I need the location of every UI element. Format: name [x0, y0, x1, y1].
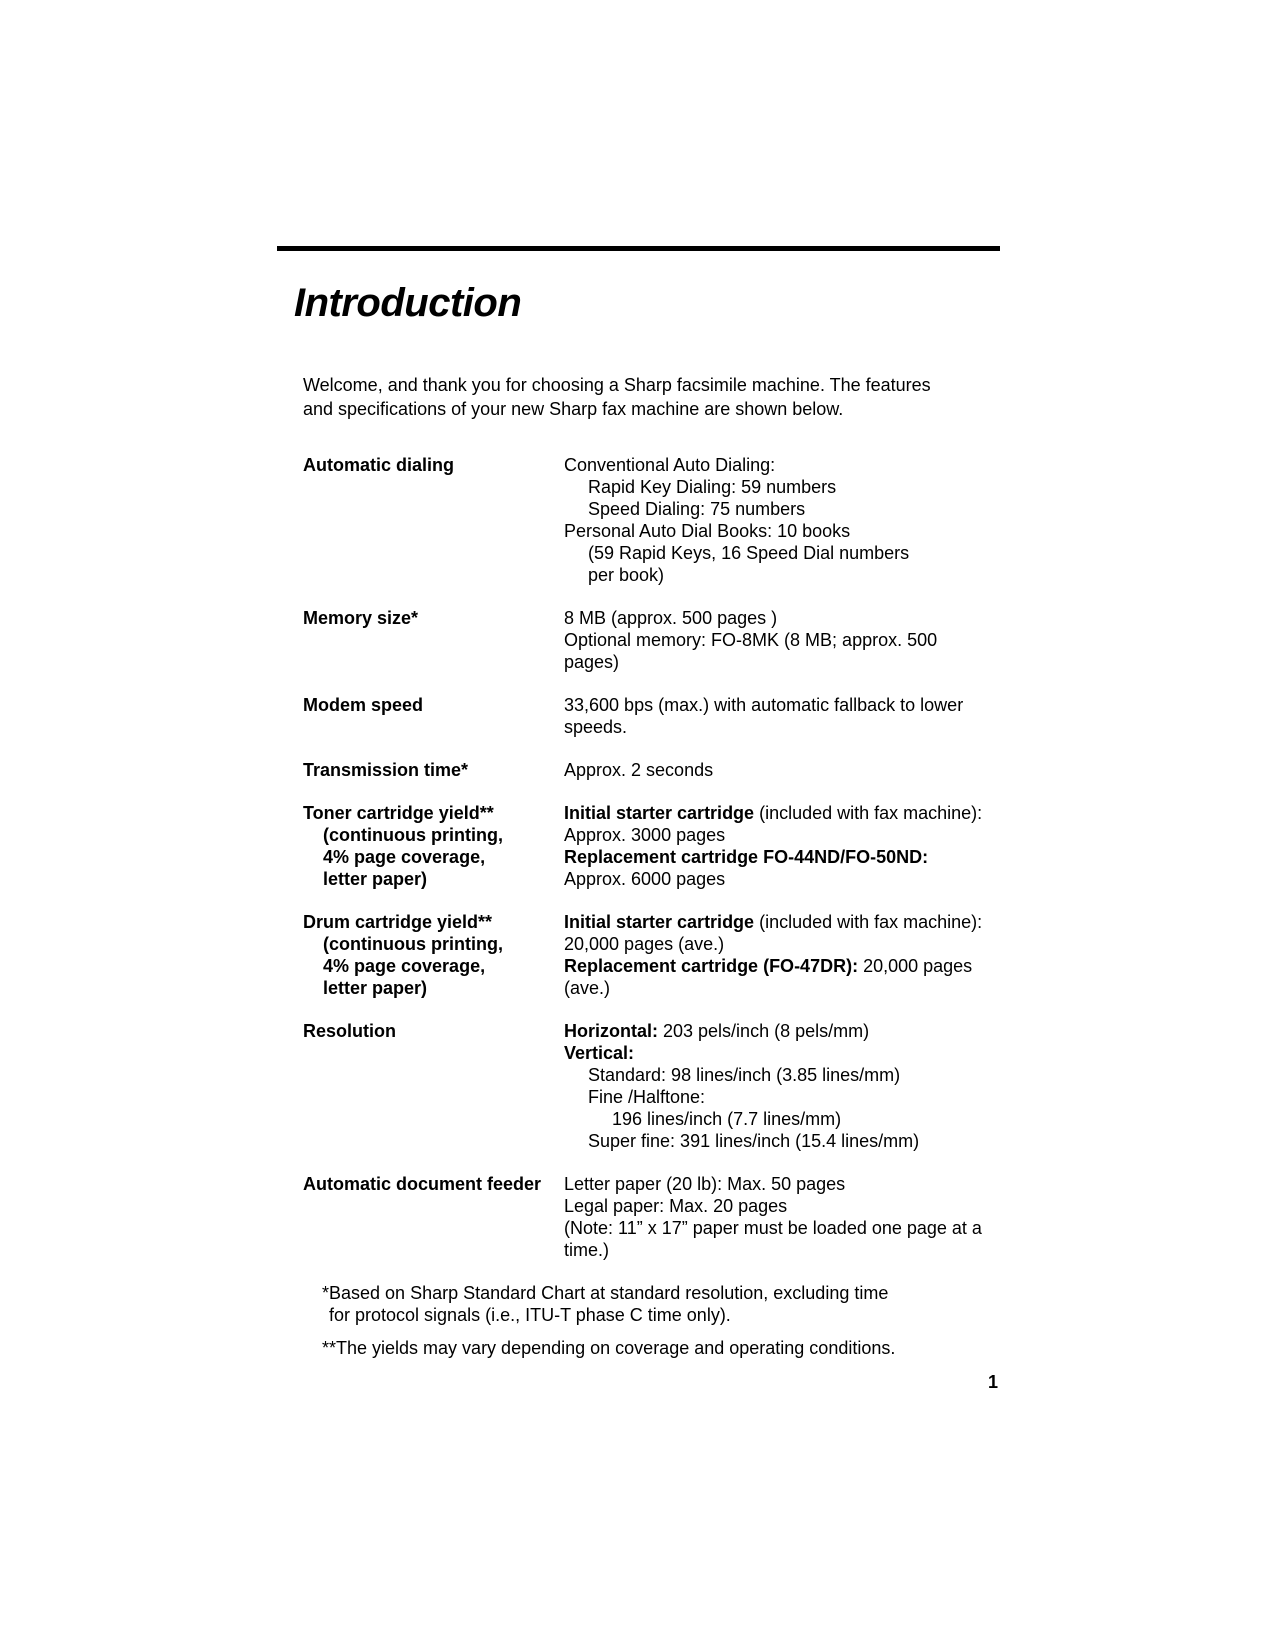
spec-value-line: [564, 955, 982, 977]
spec-row: [303, 1020, 1000, 1152]
spec-row: [303, 911, 1000, 999]
intro-paragraph: [303, 373, 1000, 421]
spec-value-text: Super fine: 391 lines/inch (15.4 lines/mm): [588, 1131, 920, 1151]
spec-value: [564, 694, 963, 738]
spec-label: [303, 694, 564, 738]
section-divider-rule: [277, 246, 1000, 251]
spec-label-line: Drum cartridge yield**: [303, 912, 493, 932]
spec-value-line: [564, 802, 982, 824]
footnote-line: *Based on Sharp Standard Chart at standard resolution, excluding time: [322, 1283, 889, 1303]
spec-value-text: 20,000 pages (ave.): [564, 934, 725, 954]
spec-value-text: time.): [564, 1240, 609, 1260]
spec-value-line: [564, 498, 909, 520]
spec-label: [303, 802, 564, 890]
spec-value-line: [564, 824, 982, 846]
spec-row: [303, 607, 1000, 673]
spec-value-text: Approx. 2 seconds: [564, 760, 714, 780]
spec-label-line: Memory size*: [303, 608, 419, 628]
spec-value: [564, 1020, 919, 1152]
spec-value-line: [564, 629, 937, 651]
spec-value-text: Standard: 98 lines/inch (3.85 lines/mm): [588, 1065, 901, 1085]
spec-value-text: Personal Auto Dial Books: 10 books: [564, 521, 851, 541]
spec-row: [303, 694, 1000, 738]
spec-value-bold-text: Vertical:: [564, 1043, 635, 1063]
spec-value-bold-text: Initial starter cartridge: [564, 803, 755, 823]
spec-value-line: [564, 454, 909, 476]
spec-value-text: 203 pels/inch (8 pels/mm): [658, 1021, 870, 1041]
spec-value-text: pages): [564, 652, 620, 672]
spec-label-line: letter paper): [323, 978, 428, 998]
spec-value-bold-text: Horizontal:: [564, 1021, 658, 1041]
spec-label-line: Modem speed: [303, 695, 424, 715]
spec-label: [303, 759, 564, 781]
spec-value-bold-text: Replacement cartridge (FO-47DR):: [564, 956, 859, 976]
spec-value-text: 196 lines/inch (7.7 lines/mm): [612, 1109, 842, 1129]
spec-value-text: Approx. 3000 pages: [564, 825, 726, 845]
spec-value-line: [564, 1195, 982, 1217]
spec-value: [564, 911, 982, 999]
footnote: [322, 1337, 1000, 1359]
spec-value-text: (Note: 11” x 17” paper must be loaded one page at a: [564, 1218, 982, 1238]
spec-label: [303, 454, 564, 586]
spec-value: [564, 607, 937, 673]
spec-value-text: Approx. 6000 pages: [564, 869, 726, 889]
spec-value-text: Fine /Halftone:: [588, 1087, 706, 1107]
spec-label: [303, 1020, 564, 1152]
spec-value-bold-text: Initial starter cartridge: [564, 912, 755, 932]
spec-value-line: [564, 1064, 919, 1086]
spec-value-line: [564, 564, 909, 586]
spec-value-line: [564, 977, 982, 999]
spec-value-line: [564, 1042, 919, 1064]
spec-label-line: 4% page coverage,: [323, 847, 486, 867]
footnote-line: for protocol signals (i.e., ITU-T phase C time only).: [329, 1305, 731, 1325]
spec-value-line: [564, 868, 982, 890]
spec-value-bold-text: Replacement cartridge FO-44ND/FO-50ND:: [564, 847, 929, 867]
spec-label-line: 4% page coverage,: [323, 956, 486, 976]
spec-value-line: [564, 716, 963, 738]
spec-value: [564, 759, 713, 781]
spec-value-line: [564, 911, 982, 933]
spec-value-text: Letter paper (20 lb): Max. 50 pages: [564, 1174, 846, 1194]
spec-label: [303, 1173, 564, 1261]
spec-value-line: [564, 759, 713, 781]
spec-value-text: (ave.): [564, 978, 611, 998]
page-number: 1: [987, 1372, 998, 1392]
spec-label-line: Transmission time*: [303, 760, 469, 780]
spec-label: [303, 911, 564, 999]
spec-label-line: Automatic dialing: [303, 455, 455, 475]
footnotes: [322, 1282, 1000, 1359]
spec-value-text: speeds.: [564, 717, 628, 737]
spec-label-line: letter paper): [323, 869, 428, 889]
spec-value-text: 20,000 pages: [858, 956, 973, 976]
page-content: [277, 246, 1000, 1393]
spec-value-line: [564, 1217, 982, 1239]
spec-row: [303, 759, 1000, 781]
spec-value-line: [564, 607, 937, 629]
spec-label-line: (continuous printing,: [323, 934, 503, 954]
spec-value-text: (included with fax machine):: [754, 803, 983, 823]
spec-value-line: [564, 1108, 919, 1130]
spec-value: [564, 1173, 982, 1261]
spec-value-text: 8 MB (approx. 500 pages ): [564, 608, 778, 628]
spec-label-line: (continuous printing,: [323, 825, 503, 845]
spec-label-line: Automatic document feeder: [303, 1174, 542, 1194]
spec-value-text: 33,600 bps (max.) with automatic fallback to lower: [564, 695, 964, 715]
spec-value-line: [564, 542, 909, 564]
spec-value-text: per book): [588, 565, 665, 585]
spec-value-text: Legal paper: Max. 20 pages: [564, 1196, 788, 1216]
footnote-line: **The yields may vary depending on coverage and operating conditions.: [322, 1338, 896, 1358]
spec-value-text: Rapid Key Dialing: 59 numbers: [588, 477, 837, 497]
page-title: Introduction: [294, 281, 522, 325]
spec-value-text: (included with fax machine):: [754, 912, 983, 932]
intro-line: Welcome, and thank you for choosing a Sharp facsimile machine. The features: [303, 375, 931, 395]
spec-value-line: [564, 1086, 919, 1108]
spec-value-line: [564, 1173, 982, 1195]
spec-label-line: Toner cartridge yield**: [303, 803, 494, 823]
intro-line: and specifications of your new Sharp fax machine are shown below.: [303, 399, 844, 419]
spec-row: [303, 454, 1000, 586]
spec-value-line: [564, 933, 982, 955]
spec-value-line: [564, 846, 982, 868]
spec-value-line: [564, 476, 909, 498]
spec-value-line: [564, 694, 963, 716]
spec-value-text: (59 Rapid Keys, 16 Speed Dial numbers: [588, 543, 910, 563]
spec-value-line: [564, 651, 937, 673]
spec-value-line: [564, 1020, 919, 1042]
spec-value: [564, 454, 909, 586]
spec-label: [303, 607, 564, 673]
spec-label-line: Resolution: [303, 1021, 396, 1041]
spec-row: [303, 1173, 1000, 1261]
spec-value-text: Optional memory: FO-8MK (8 MB; approx. 500: [564, 630, 938, 650]
footnote: [322, 1282, 1000, 1326]
spec-value-line: [564, 1239, 982, 1261]
spec-value-line: [564, 520, 909, 542]
spec-value: [564, 802, 982, 890]
spec-value-text: Conventional Auto Dialing:: [564, 455, 776, 475]
spec-value-text: Speed Dialing: 75 numbers: [588, 499, 806, 519]
spec-value-line: [564, 1130, 919, 1152]
spec-table: [303, 454, 1000, 1261]
spec-row: [303, 802, 1000, 890]
